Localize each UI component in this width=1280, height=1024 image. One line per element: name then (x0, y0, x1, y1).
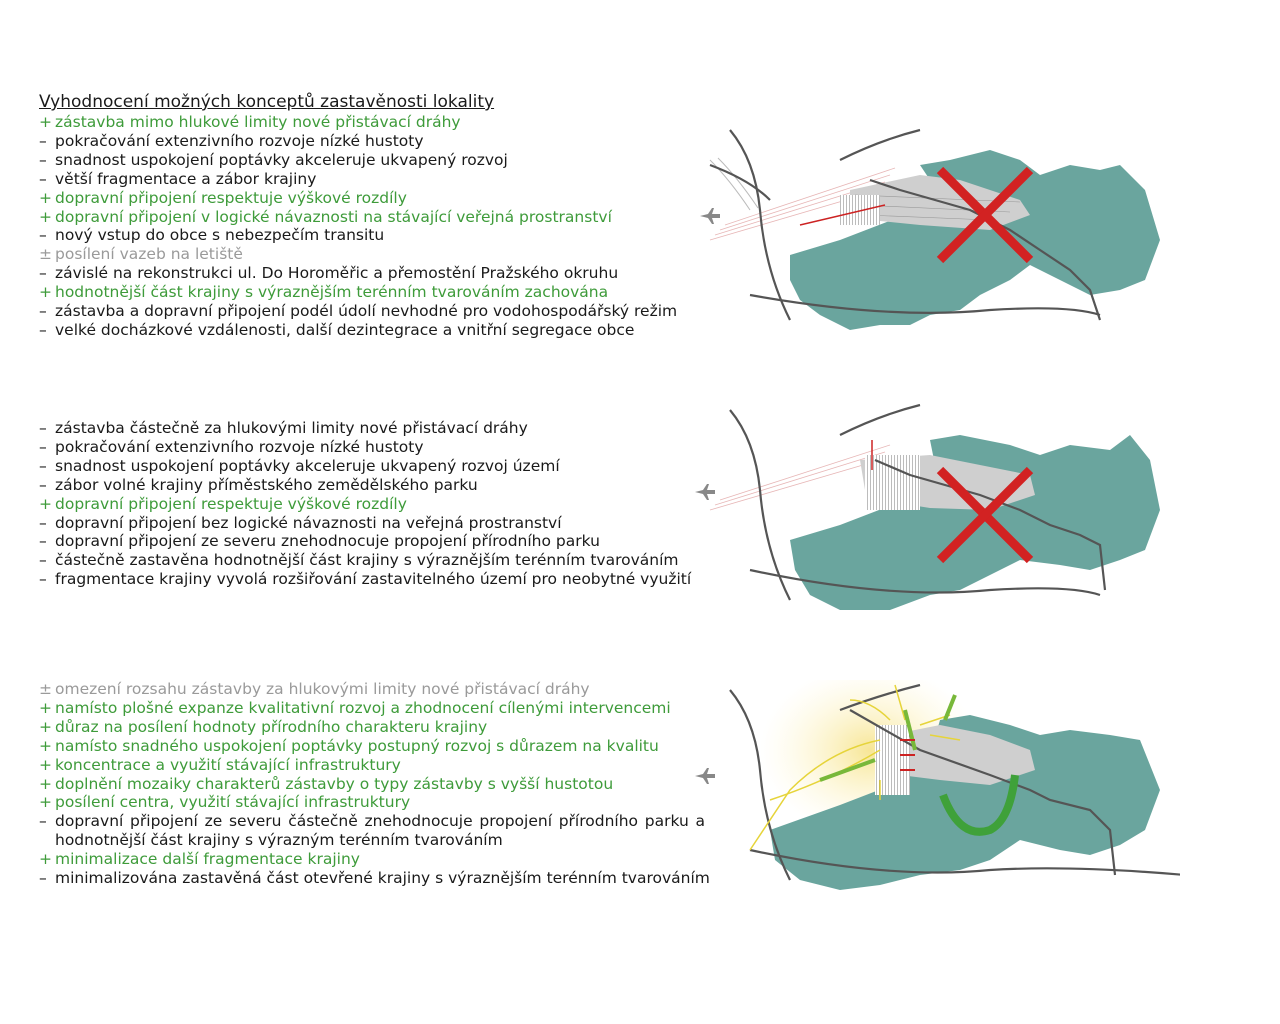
item-sign: – (39, 513, 47, 532)
evaluation-item (39, 132, 677, 151)
item-text: posílení centra, využití stávající infrastruktury (55, 793, 411, 812)
item-text: částečně zastavěna hodnotnější část krajiny s výraznějším terénním tvarováním (55, 551, 679, 570)
evaluation-item (39, 208, 677, 227)
evaluation-item (39, 151, 677, 170)
item-sign: – (39, 437, 47, 456)
evaluation-item (39, 551, 691, 570)
evaluation-item (39, 113, 677, 132)
evaluation-item (39, 737, 710, 756)
evaluation-item (39, 869, 710, 888)
item-text: dopravní připojení ze severu znehodnocuje propojení přírodního parku (55, 532, 600, 551)
evaluation-item (39, 532, 691, 551)
evaluation-item (39, 321, 677, 340)
evaluation-item (39, 756, 710, 775)
item-text: dopravní připojení v logické návaznosti na stávající veřejná prostranství (55, 207, 612, 226)
item-text: větší fragmentace a zábor krajiny (55, 169, 317, 188)
evaluation-item (39, 514, 691, 533)
item-text: minimalizace další fragmentace krajiny (55, 850, 360, 869)
page-title: Vyhodnocení možných konceptů zastavěnosti lokality (39, 92, 495, 112)
item-text: omezení rozsahu zástavby za hlukovými limity nové přistávací dráhy (55, 680, 590, 698)
item-sign: – (39, 869, 47, 888)
item-sign: – (39, 570, 47, 589)
item-text: pokračování extenzivního rozvoje nízké hustoty (55, 131, 424, 150)
evaluation-list-concept-1 (39, 113, 677, 340)
item-sign: + (39, 774, 52, 793)
item-text: dopravní připojení respektuje výškové rozdíly (55, 188, 407, 207)
item-text: posílení vazeb na letiště (55, 245, 243, 264)
item-text: zástavba mimo hlukové limity nové přistávací dráhy (55, 113, 461, 131)
concept-map-2 (690, 400, 1170, 625)
evaluation-item (39, 264, 677, 283)
item-text: závislé na rekonstrukci ul. Do Horoměřic a přemostění Pražského okruhu (55, 264, 619, 283)
item-sign: – (39, 131, 47, 150)
item-text: velké docházkové vzdálenosti, další dezintegrace a vnitřní segregace obce (55, 320, 635, 339)
item-sign: + (39, 736, 52, 755)
evaluation-item (39, 419, 691, 438)
evaluation-item (39, 457, 691, 476)
evaluation-item (39, 302, 677, 321)
item-sign: + (39, 188, 52, 207)
evaluation-list-concept-3 (39, 680, 710, 888)
item-text: zástavba a dopravní připojení podél údolí nevhodné pro vodohospodářský režim (55, 302, 678, 321)
evaluation-item (39, 775, 710, 794)
evaluation-item (39, 189, 677, 208)
evaluation-item (39, 680, 710, 699)
item-sign: – (39, 419, 47, 437)
item-sign: – (39, 812, 47, 831)
evaluation-item (39, 699, 710, 718)
item-sign: + (39, 717, 52, 736)
concept-map-3 (690, 680, 1180, 900)
item-sign: – (39, 150, 47, 169)
item-sign: – (39, 169, 47, 188)
evaluation-item (39, 570, 691, 589)
item-sign: + (39, 283, 52, 302)
item-sign: + (39, 793, 52, 812)
item-sign: + (39, 494, 52, 513)
item-text: snadnost uspokojení poptávky akceleruje ukvapený rozvoj (55, 150, 508, 169)
item-sign: – (39, 475, 47, 494)
item-text: důraz na posílení hodnoty přírodního charakteru krajiny (55, 717, 488, 736)
evaluation-item (39, 283, 677, 302)
item-text: minimalizována zastavěná část otevřené krajiny s výraznějším terénním tvarováním (55, 869, 710, 888)
item-text: pokračování extenzivního rozvoje nízké hustoty (55, 437, 424, 456)
item-sign: – (39, 302, 47, 321)
evaluation-item (39, 170, 677, 189)
item-sign: – (39, 320, 47, 339)
item-sign: + (39, 207, 52, 226)
evaluation-item (39, 245, 677, 264)
airplane-icon (700, 208, 720, 224)
item-text: namísto plošné expanze kvalitativní rozvoj a zhodnocení cílenými intervencemi (55, 698, 671, 717)
evaluation-item (39, 438, 691, 457)
item-sign: – (39, 264, 47, 283)
item-text: zástavba částečně za hlukovými limity nové přistávací dráhy (55, 419, 528, 437)
item-text: nový vstup do obce s nebezpečím transitu (55, 226, 385, 245)
evaluation-list-concept-2 (39, 419, 691, 589)
item-text: zábor volné krajiny příměstského zemědělského parku (55, 475, 478, 494)
concept-map-1 (690, 120, 1170, 350)
evaluation-item (39, 793, 710, 812)
item-text: fragmentace krajiny vyvolá rozšiřování zastavitelného území pro neobytné využití (55, 570, 692, 589)
evaluation-item (39, 226, 677, 245)
item-sign: + (39, 755, 52, 774)
item-sign: + (39, 113, 52, 131)
item-sign: + (39, 698, 52, 717)
item-text: doplnění mozaiky charakterů zástavby o typy zástavby s vyšší hustotou (55, 774, 614, 793)
airplane-icon (695, 484, 715, 500)
item-text: koncentrace a využití stávající infrastruktury (55, 755, 401, 774)
evaluation-item (39, 495, 691, 514)
item-text: dopravní připojení bez logické návaznosti na veřejná prostranství (55, 513, 562, 532)
item-sign: – (39, 532, 47, 551)
landscape-area (790, 150, 1160, 330)
item-text: snadnost uspokojení poptávky akceleruje ukvapený rozvoj území (55, 456, 560, 475)
evaluation-item (39, 476, 691, 495)
item-text: hodnotnější část krajiny s výraznějším terénním tvarováním zachována (55, 283, 609, 302)
evaluation-item (39, 812, 710, 850)
item-sign: – (39, 226, 47, 245)
item-sign: ± (39, 680, 52, 698)
evaluation-item (39, 718, 710, 737)
item-sign: + (39, 850, 52, 869)
item-sign: ± (39, 245, 52, 264)
evaluation-item (39, 850, 710, 869)
airplane-icon (695, 768, 715, 784)
item-sign: – (39, 551, 47, 570)
item-text: namísto snadného uspokojení poptávky postupný rozvoj s důrazem na kvalitu (55, 736, 659, 755)
item-sign: – (39, 456, 47, 475)
item-text: dopravní připojení respektuje výškové rozdíly (55, 494, 407, 513)
item-text: dopravní připojení ze severu částečně znehodnocuje propojení přírodního parku a hodnotnější část krajiny s výrazným terénním tvarováním (55, 812, 705, 850)
